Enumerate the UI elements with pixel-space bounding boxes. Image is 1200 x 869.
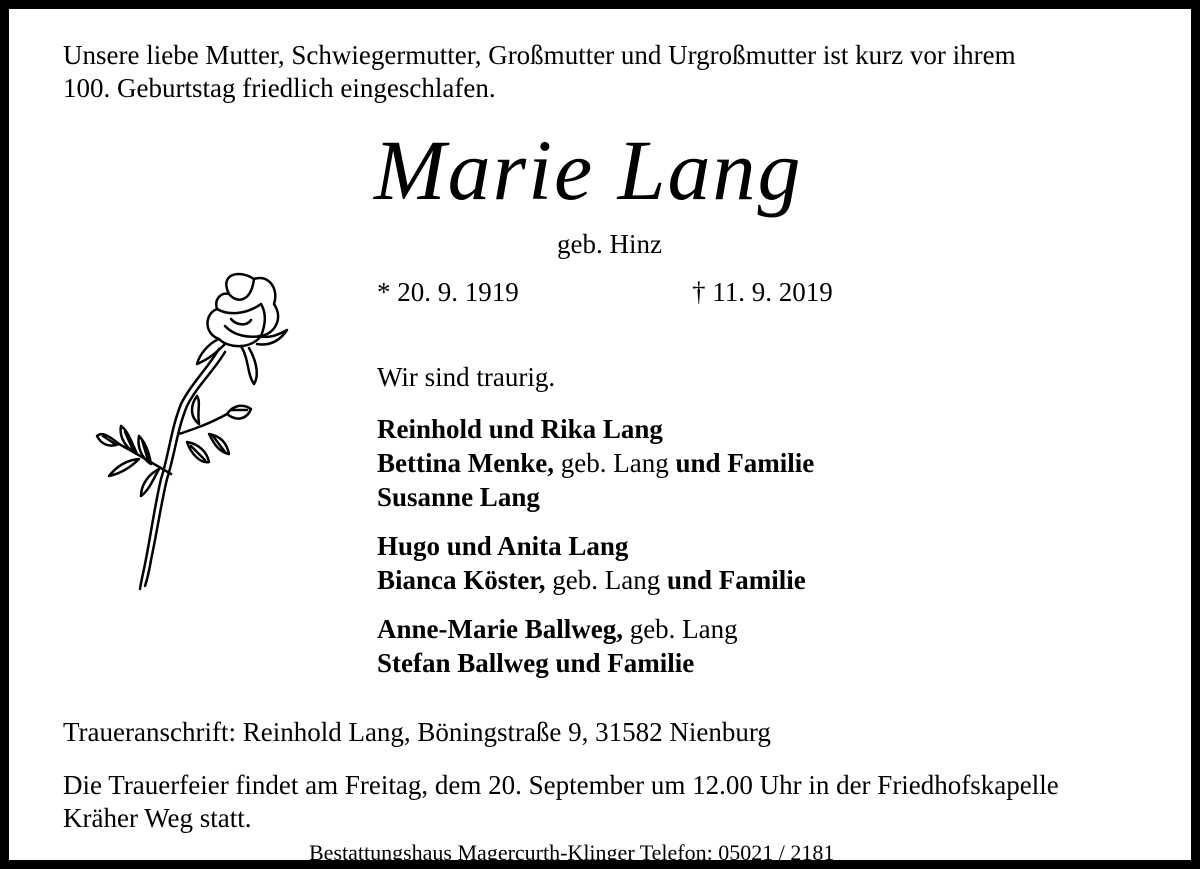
funeral-home: Bestattungshaus Magercurth-Klinger Telefon: 05021 / 2181 (309, 840, 835, 865)
mourner-line (377, 612, 1137, 646)
intro-text (63, 39, 1173, 105)
mourner-group (377, 412, 1137, 514)
mourner-born-name: geb. Lang (622, 614, 738, 644)
mourner-suffix: und Familie (675, 448, 815, 478)
intro-line-1: Unsere liebe Mutter, Schwiegermutter, Großmutter und Urgroßmutter ist kurz vor ihrem (63, 40, 1016, 70)
mourner-line (377, 412, 1137, 446)
service-line-1: Die Trauerfeier findet am Freitag, dem 20. September um 12.00 Uhr in der Friedhofskapelle (63, 770, 1059, 800)
mourning-address: Traueranschrift: Reinhold Lang, Böningstraße 9, 31582 Nienburg (63, 717, 771, 747)
mourner-born-name: geb. Lang (545, 565, 667, 595)
funeral-service-info (63, 769, 1163, 835)
mourner-group (377, 612, 1137, 680)
mourner-name: Bettina Menke, (377, 448, 554, 478)
mourner-name: Reinhold und Rika Lang (377, 414, 663, 444)
deceased-name: Marie Lang (374, 122, 803, 218)
rose-icon (79, 264, 299, 594)
mourner-suffix: und Familie (666, 565, 806, 595)
message: Wir sind traurig. (377, 362, 556, 392)
mourner-name: Stefan Ballweg und Familie (377, 648, 695, 678)
mourner-name: Susanne Lang (377, 482, 540, 512)
mourner-line (377, 446, 1137, 480)
mourner-line (377, 529, 1137, 563)
mourner-line (377, 563, 1137, 597)
mourner-line (377, 646, 1137, 680)
birth-date: * 20. 9. 1919 (377, 277, 519, 307)
mourner-line (377, 480, 1137, 514)
death-date: † 11. 9. 2019 (692, 277, 833, 307)
born-name: geb. Hinz (557, 229, 662, 259)
mourner-name: Bianca Köster, (377, 565, 546, 595)
intro-line-2: 100. Geburtstag friedlich eingeschlafen. (63, 73, 496, 103)
mourners (377, 412, 1137, 695)
service-line-2: Kräher Weg statt. (63, 803, 252, 833)
mourner-group (377, 529, 1137, 597)
mourner-born-name: geb. Lang (553, 448, 676, 478)
mourner-name: Hugo und Anita Lang (377, 531, 629, 561)
mourner-name: Anne-Marie Ballweg, (377, 614, 623, 644)
